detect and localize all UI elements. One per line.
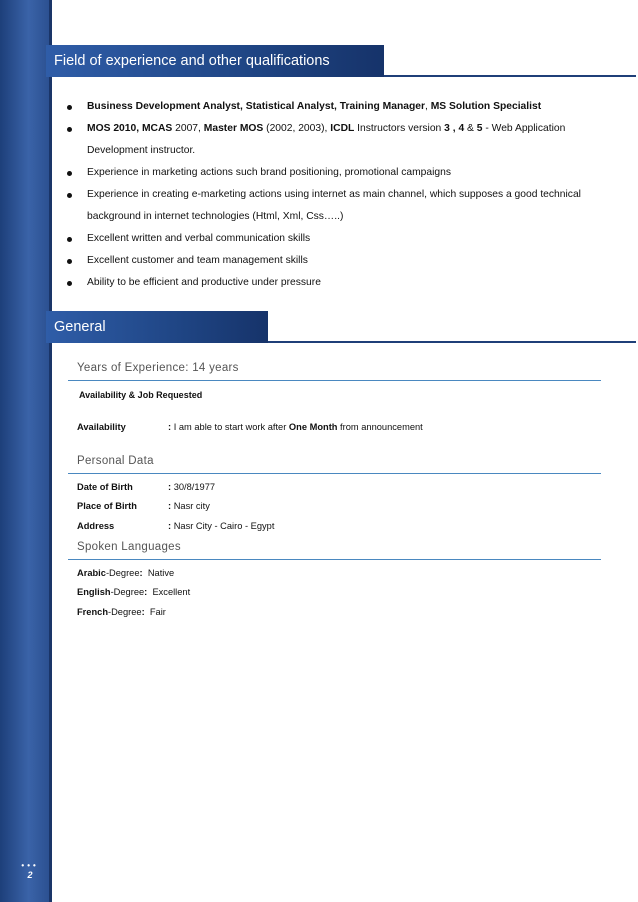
language-degree-label: -Degree <box>110 587 145 597</box>
item-text-bold: MOS 2010, MCAS <box>87 123 173 134</box>
page-number <box>18 862 42 880</box>
section-title: General <box>54 319 106 335</box>
subsection-divider <box>68 473 601 474</box>
item-text: (2002, 2003), <box>263 123 331 134</box>
field-value: 30/8/1977 <box>173 482 216 492</box>
list-item <box>63 250 603 272</box>
field-label: Availability <box>77 422 126 432</box>
years-of-experience: Years of Experience: 14 years <box>77 362 239 374</box>
item-text: Excellent written and verbal communication skills <box>87 233 311 244</box>
field-label: Address <box>77 521 115 531</box>
item-text: 2007, <box>172 123 204 134</box>
item-text: & <box>464 123 477 134</box>
list-item <box>63 228 603 250</box>
language-name: English <box>77 587 111 597</box>
list-item <box>63 162 603 184</box>
language-degree-label: -Degree <box>105 568 140 578</box>
section-header-qualifications <box>46 45 384 77</box>
item-text: Excellent customer and team management skills <box>87 255 308 266</box>
section-header-general <box>46 311 268 343</box>
item-text: Experience in marketing actions such brand positioning, promotional campaigns <box>87 167 452 178</box>
language-name: Arabic <box>77 568 106 578</box>
item-text-bold: Business Development Analyst, Statistical Analyst, Training Manager <box>87 101 425 112</box>
field-value-bold: One Month <box>288 422 338 432</box>
item-text: Ability to be efficient and productive under pressure <box>87 277 321 288</box>
page-number-text: 2 <box>27 870 33 880</box>
list-item <box>63 118 603 162</box>
language-level: Excellent <box>152 587 191 597</box>
section-divider <box>268 341 636 343</box>
field-value: I am able to start work after <box>173 422 289 432</box>
field-label: Date of Birth <box>77 482 133 492</box>
language-degree-label: -Degree <box>108 607 142 617</box>
field-value: from announcement <box>337 422 423 432</box>
spoken-languages-heading: Spoken Languages <box>77 541 181 553</box>
section-divider <box>384 75 636 77</box>
field-label: Place of Birth <box>77 501 137 511</box>
field-value: Nasr City - Cairo - Egypt <box>173 521 275 531</box>
item-text-bold: 5 <box>476 123 483 134</box>
language-row-arabic <box>77 568 174 578</box>
list-item <box>63 272 603 294</box>
field-separator: : <box>168 422 174 432</box>
item-text-bold: MS Solution Specialist <box>430 101 542 112</box>
personal-data-heading: Personal Data <box>77 455 154 467</box>
field-separator: : <box>141 607 145 617</box>
language-level: Fair <box>149 607 166 617</box>
place-of-birth-row <box>77 501 210 511</box>
sidebar-decoration <box>0 0 52 902</box>
item-text: Instructors version <box>354 123 445 134</box>
qualifications-list <box>63 96 603 294</box>
field-value: Nasr city <box>173 501 210 511</box>
language-row-english <box>77 587 190 597</box>
availability-heading: Availability & Job Requested <box>79 390 203 400</box>
item-text: - Web Application Development instructor. <box>87 123 566 156</box>
item-text-bold: Master MOS <box>203 123 264 134</box>
list-item <box>63 184 603 228</box>
availability-row <box>77 422 423 432</box>
date-of-birth-row <box>77 482 215 492</box>
field-separator: : <box>168 501 174 511</box>
item-text: Experience in creating e-marketing actions using internet as main channel, which supposes a good technical background in internet technologies (Html, Xml, Css…..) <box>87 189 581 222</box>
language-name: French <box>77 607 108 617</box>
item-text-bold: 3 , 4 <box>444 123 465 134</box>
language-level: Native <box>147 568 175 578</box>
item-text-bold: ICDL <box>330 123 355 134</box>
field-separator: : <box>139 568 143 578</box>
field-separator: : <box>168 521 174 531</box>
subsection-divider <box>68 559 601 560</box>
list-item <box>63 96 603 118</box>
address-row <box>77 521 274 531</box>
field-separator: : <box>168 482 174 492</box>
subsection-divider <box>68 380 601 381</box>
section-title: Field of experience and other qualifications <box>54 53 330 69</box>
language-row-french <box>77 607 166 617</box>
item-text: , <box>425 101 431 112</box>
dots-icon: ••• <box>21 861 39 870</box>
field-separator: : <box>144 587 148 597</box>
